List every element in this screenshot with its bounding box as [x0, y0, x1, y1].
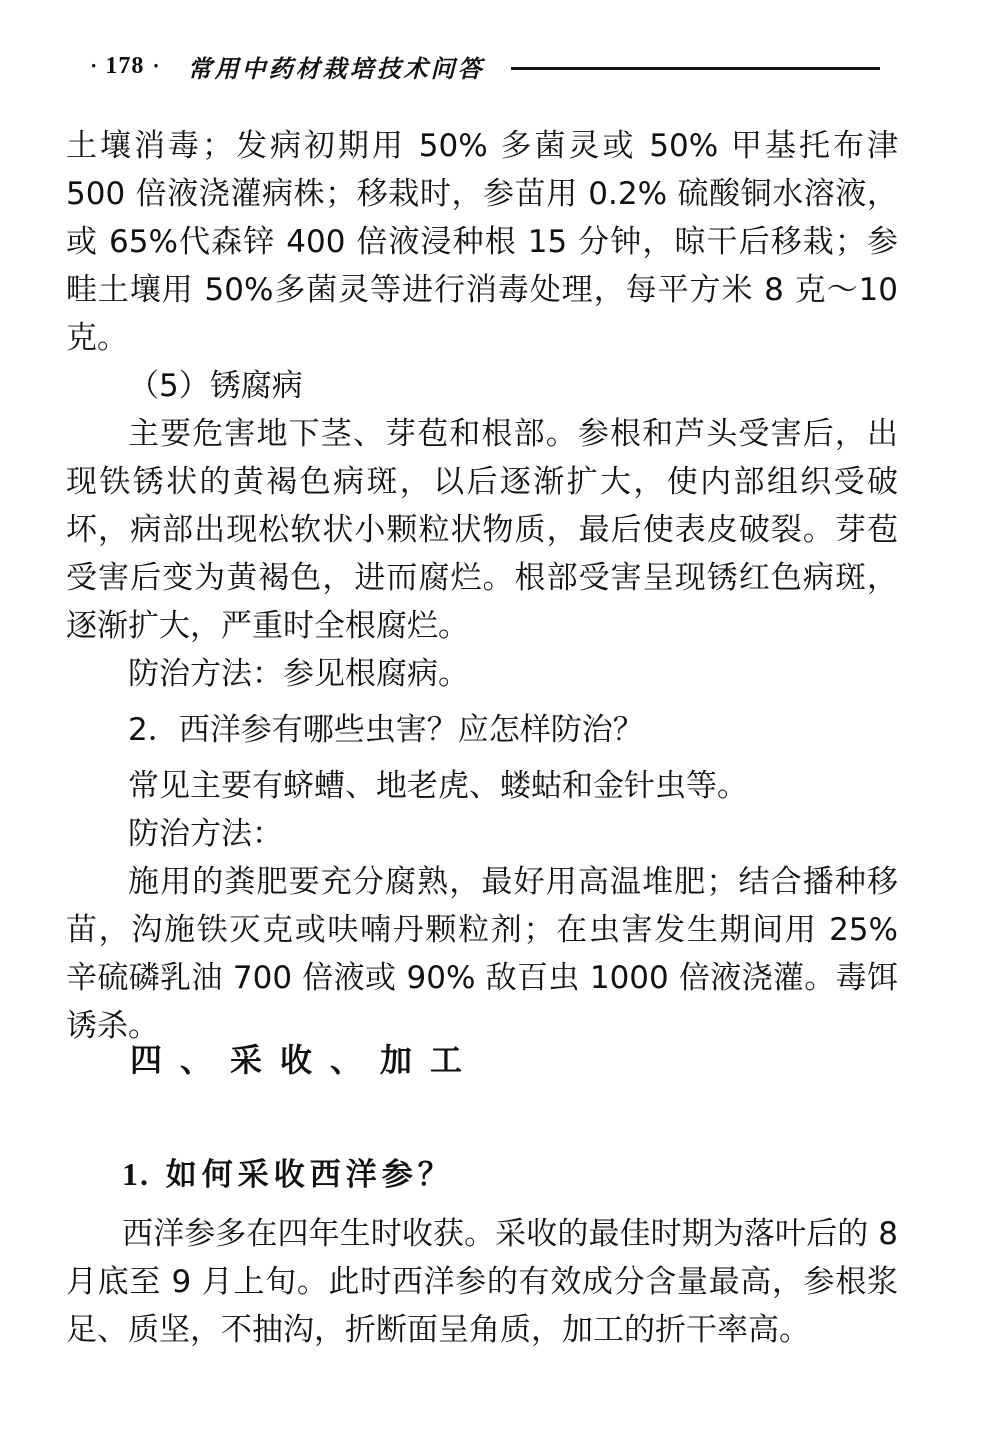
question-heading	[122, 1150, 454, 1199]
subheading-rust-rot: （5）锈腐病	[128, 368, 303, 404]
question-text: 如何采收西洋参？	[165, 1157, 454, 1193]
paragraph-harvest-answer: 西洋参多在四年生时收获。采收的最佳时期为落叶后的 8 月底至 9 月上旬。此时西洋参的有效成分含量最高，参根浆足、质坚，不抽沟，折断面呈角质，加工的折干率高。	[66, 1216, 898, 1348]
running-title: 常用中药材栽培技术问答	[187, 53, 485, 83]
question-number: 1.	[122, 1156, 150, 1192]
page-header	[90, 44, 880, 88]
header-dot-right: ·	[152, 53, 160, 78]
paragraph-common-pests: 常见主要有蛴螬、地老虎、蝼蛄和金针虫等。	[128, 768, 748, 804]
body-text	[66, 122, 898, 1050]
paragraph-pest-control: 施用的粪肥要充分腐熟，最好用高温堆肥；结合播种移苗，沟施铁灭克或呋喃丹颗粒剂；在虫害发生期间用 25% 辛硫磷乳油 700 倍液或 90% 敌百虫 1000 倍液浇灌。毒饵诱杀。	[66, 864, 898, 1044]
header-rule	[511, 67, 880, 70]
section-heading: 四、采收、加工	[130, 1041, 481, 1079]
paragraph-control-method-1: 防治方法：参见根腐病。	[128, 656, 469, 692]
question-pests: 2．西洋参有哪些虫害？应怎样防治？	[128, 712, 644, 748]
page-number: 178	[105, 52, 145, 79]
paragraph-soil-disinfection: 土壤消毒；发病初期用 50% 多菌灵或 50% 甲基托布津 500 倍液浇灌病株；移栽时，参苗用 0.2% 硫酸铜水溶液，或 65%代森锌 400 倍液浸种根 15 分钟，晾干后移栽；参畦土壤用 50%多菌灵等进行消毒处理，每平方米 8 克～10 克。	[66, 128, 898, 356]
header-dot-left: ·	[90, 53, 98, 78]
paragraph-control-method-2: 防治方法：	[128, 816, 283, 852]
paragraph-rust-rot-description: 主要危害地下茎、芽苞和根部。参根和芦头受害后，出现铁锈状的黄褐色病斑，以后逐渐扩大，使内部组织受破坏，病部出现松软状小颗粒状物质，最后使表皮破裂。芽苞受害后变为黄褐色，进而腐烂。根部受害呈现锈红色病斑，逐渐扩大，严重时全根腐烂。	[66, 416, 898, 644]
